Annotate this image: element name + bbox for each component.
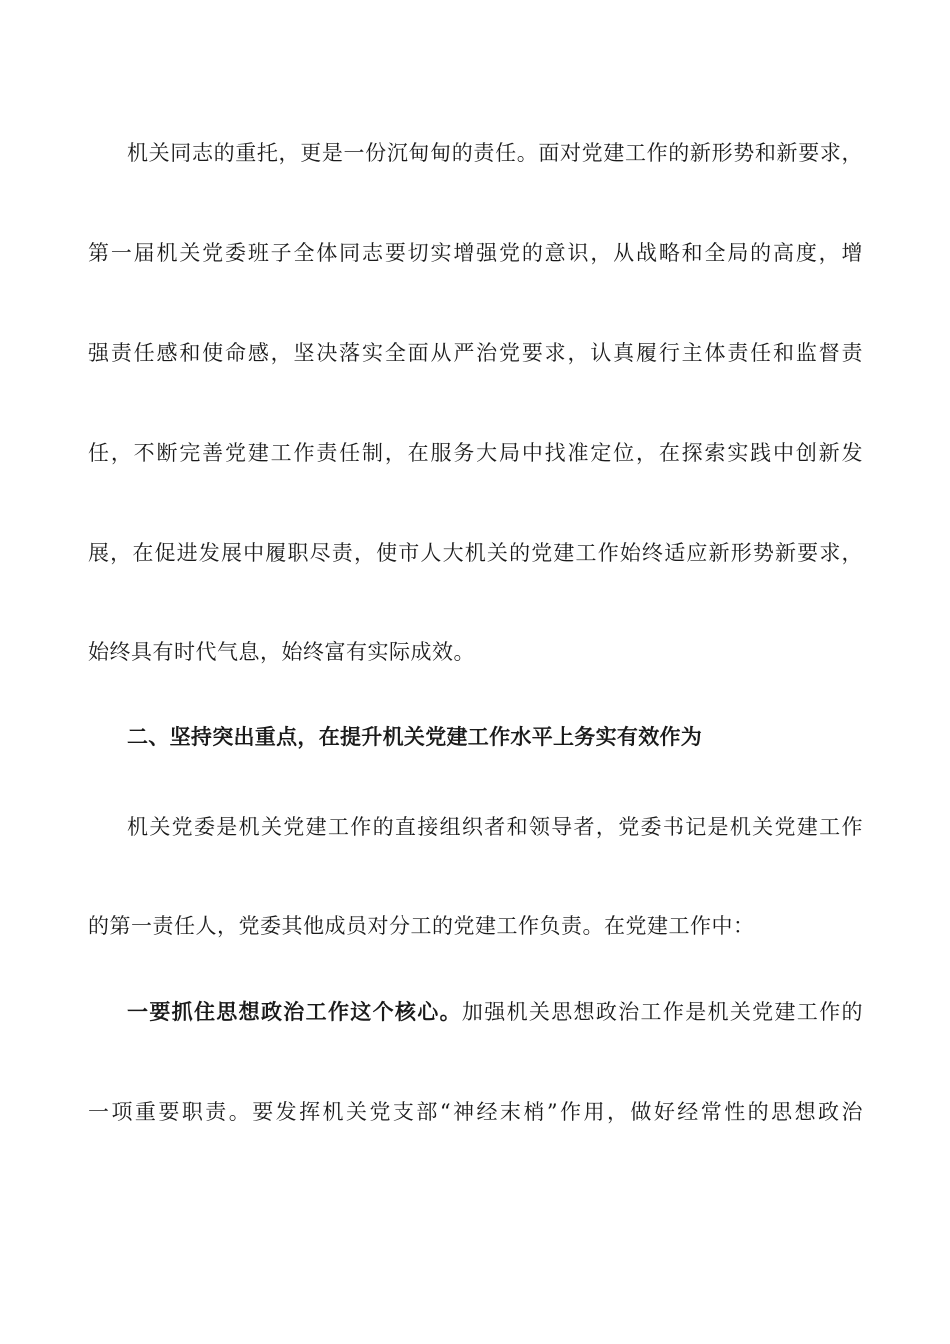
paragraph-1-line-4: 任，不断完善党建工作责任制，在服务大局中找准定位，在探索实践中创新发 [88, 441, 863, 465]
paragraph-1-line-2: 第一届机关党委班子全体同志要切实增强党的意识，从战略和全局的高度，增 [88, 241, 863, 265]
paragraph-3-line-1 [127, 997, 863, 1027]
paragraph-1-line-6: 始终具有时代气息，始终富有实际成效。 [88, 640, 475, 664]
paragraph-1-line-5: 展，在促进发展中履职尽责，使市人大机关的党建工作始终适应新形势新要求， [88, 541, 863, 565]
paragraph-1-line-3: 强责任感和使命感，坚决落实全面从严治党要求，认真履行主体责任和监督责 [88, 341, 863, 365]
paragraph-1-line-1: 机关同志的重托，更是一份沉甸甸的责任。面对党建工作的新形势和新要求， [127, 141, 863, 165]
paragraph-2-line-1: 机关党委是机关党建工作的直接组织者和领导者，党委书记是机关党建工作 [127, 815, 863, 839]
paragraph-3-line-2: 一项重要职责。要发挥机关党支部“神经末梢”作用，做好经常性的思想政治 [88, 1100, 863, 1124]
section-heading-2: 二、坚持突出重点，在提升机关党建工作水平上务实有效作为 [127, 725, 703, 749]
paragraph-3-bold-lead: 一要抓住思想政治工作这个核心。 [127, 1000, 462, 1024]
paragraph-3-line-1-rest: 加强机关思想政治工作是机关党建工作的 [461, 1000, 863, 1024]
paragraph-2-line-2: 的第一责任人，党委其他成员对分工的党建工作负责。在党建工作中： [88, 914, 755, 938]
